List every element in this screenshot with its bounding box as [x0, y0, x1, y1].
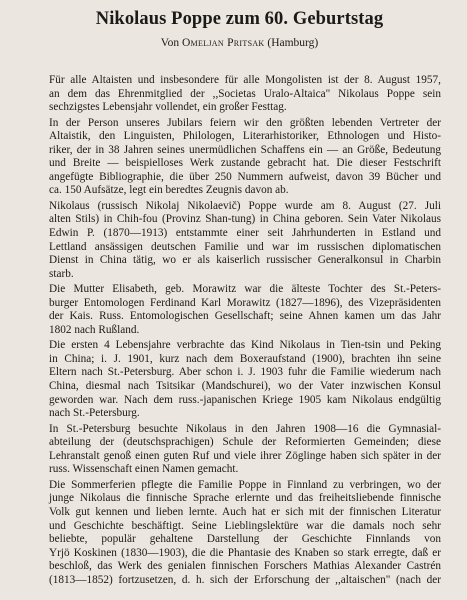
- text-line: Altaistik, den Linguisten, Philologen, Literarhistoriker, Ethnologen und Histo-: [49, 130, 441, 143]
- text-line: Die Sommerferien pflegte die Familie Poppe in Finnland zu verbringen, wo der: [49, 478, 441, 491]
- byline-prefix: Von: [160, 37, 180, 49]
- text-line: Lettland ansässigen deutschen Familie und war im russischen diplomatischen: [49, 240, 441, 253]
- text-line: Volk gut kennen und lieben lernte. Auch hat er sich mit der finnischen Literatur: [49, 505, 441, 518]
- text-line: Edwin P. (1870—1913) entstammte einer seit Jahrhunderten in Estland und: [49, 227, 441, 240]
- text-line: Yrjö Koskinen (1830—1903), die die Phantasie des Knaben so stark erregte, daß er: [49, 546, 441, 559]
- paragraph: [38, 283, 441, 337]
- article-body: [38, 74, 441, 587]
- text-line: riker, der in 38 Jahren seines unermüdlichen Schaffens ein — an Größe, Bedeutung: [49, 143, 441, 156]
- text-line: beliebte, populär gehaltene Darstellung der Geschichte Finnlands von: [49, 533, 441, 546]
- text-line: Die Mutter Elisabeth, geb. Morawitz war die älteste Tochter des St.-Peters-: [49, 283, 441, 296]
- text-line: Dienst in China tätig, wo er als kaiserlich russischer Generalkonsul in Charbin: [49, 254, 441, 267]
- text-line: Nikolaus (russisch Nikolaj Nikolaevič) Poppe wurde am 8. August (27. Juli: [49, 199, 441, 212]
- text-line: Für alle Altaisten und insbesondere für alle Mongolisten ist der 8. August 1957,: [49, 74, 441, 86]
- text-line: der Kais. Russ. Entomologischen Gesellschaft; seine Ahnen kamen um das Jahr: [49, 310, 441, 323]
- text-line: geworden war. Nach dem russ.-japanischen Kriege 1905 kam Nikolaus endgültig: [49, 393, 441, 406]
- text-line: starb.: [49, 267, 74, 280]
- text-line: an dem das Ehrenmitglied der ,,Societas Uralo-Altaica" Nikolaus Poppe sein: [49, 87, 441, 100]
- text-line: angefügte Bibliographie, die über 250 Nummern aufweist, davon 39 Bücher und: [49, 170, 441, 183]
- text-line: abteilung der (deutschsprachigen) Schule der Reformierten Gemeinden; diese: [49, 436, 441, 449]
- paragraph: [38, 479, 441, 587]
- text-line: ca. 150 Aufsätze, legt ein beredtes Zeugnis davon ab.: [49, 184, 289, 197]
- text-line: burger Entomologen Ferdinand Karl Morawitz (1827—1896), des Vizepräsidenten: [49, 296, 441, 309]
- text-line: China, diesmal nach Tsitsikar (Mandschurei), wo der Vater inzwischen Konsul: [49, 380, 441, 393]
- text-line: 1802 nach Rußland.: [49, 323, 140, 336]
- text-line: In der Person unseres Jubilars feiern wir den größten lebenden Vertreter der: [49, 116, 441, 129]
- text-line: und Geschichte beschäftigt. Seine Lieblingslektüre war die damals noch sehr: [49, 519, 441, 532]
- paragraph: [38, 200, 441, 281]
- text-line: Die ersten 4 Lebensjahre verbrachte das Kind Nikolaus in Tien-tsin und Peking: [49, 339, 441, 352]
- text-line: Eltern nach St.-Petersburg. Aber schon i. J. 1903 fuhr die Familie wiederum nach: [49, 366, 441, 379]
- text-line: Lehranstalt genoß einen guten Ruf und viele ihrer Zöglinge haben sich später in der: [49, 449, 441, 462]
- text-line: nach St.-Petersburg.: [49, 407, 140, 420]
- paragraph: [38, 117, 441, 198]
- byline: [38, 35, 441, 51]
- text-line: (1813—1852) fortzusetzen, d. h. sich der Erforschung der ,,altaischen" (nach der: [49, 573, 441, 586]
- text-line: beschloß, das Werk des genialen finnischen Forschers Mathias Alexander Castrén: [49, 560, 441, 573]
- paragraph: [38, 423, 441, 477]
- author-name: Omeljan Pritsak: [181, 37, 265, 49]
- paragraph: [38, 339, 441, 420]
- paragraph: [38, 74, 441, 115]
- author-affiliation: (Hamburg): [267, 37, 319, 49]
- text-line: in China; i. J. 1901, kurz nach dem Boxeraufstand (1900), brachten ihn seine: [49, 352, 441, 365]
- text-line: junge Nikolaus die finnische Sprache erlernte und das freiheitsliebende finnische: [49, 492, 441, 505]
- text-line: und Breite — beispielloses Werk zustande gebracht hat. Die dieser Festschrift: [49, 157, 441, 170]
- text-line: sechzigstes Lebensjahr vollendet, ein großer Festtag.: [49, 101, 287, 114]
- text-line: alten Stils) in Chih-fou (Provinz Shan-tung) in China geboren. Sein Vater Nikolaus: [49, 213, 441, 226]
- text-line: In St.-Petersburg besuchte Nikolaus in den Jahren 1908—16 die Gymnasial-: [49, 422, 441, 435]
- text-line: russ. Wissenschaft einen Namen gemacht.: [49, 463, 239, 476]
- article-title: Nikolaus Poppe zum 60. Geburtstag: [95, 9, 384, 29]
